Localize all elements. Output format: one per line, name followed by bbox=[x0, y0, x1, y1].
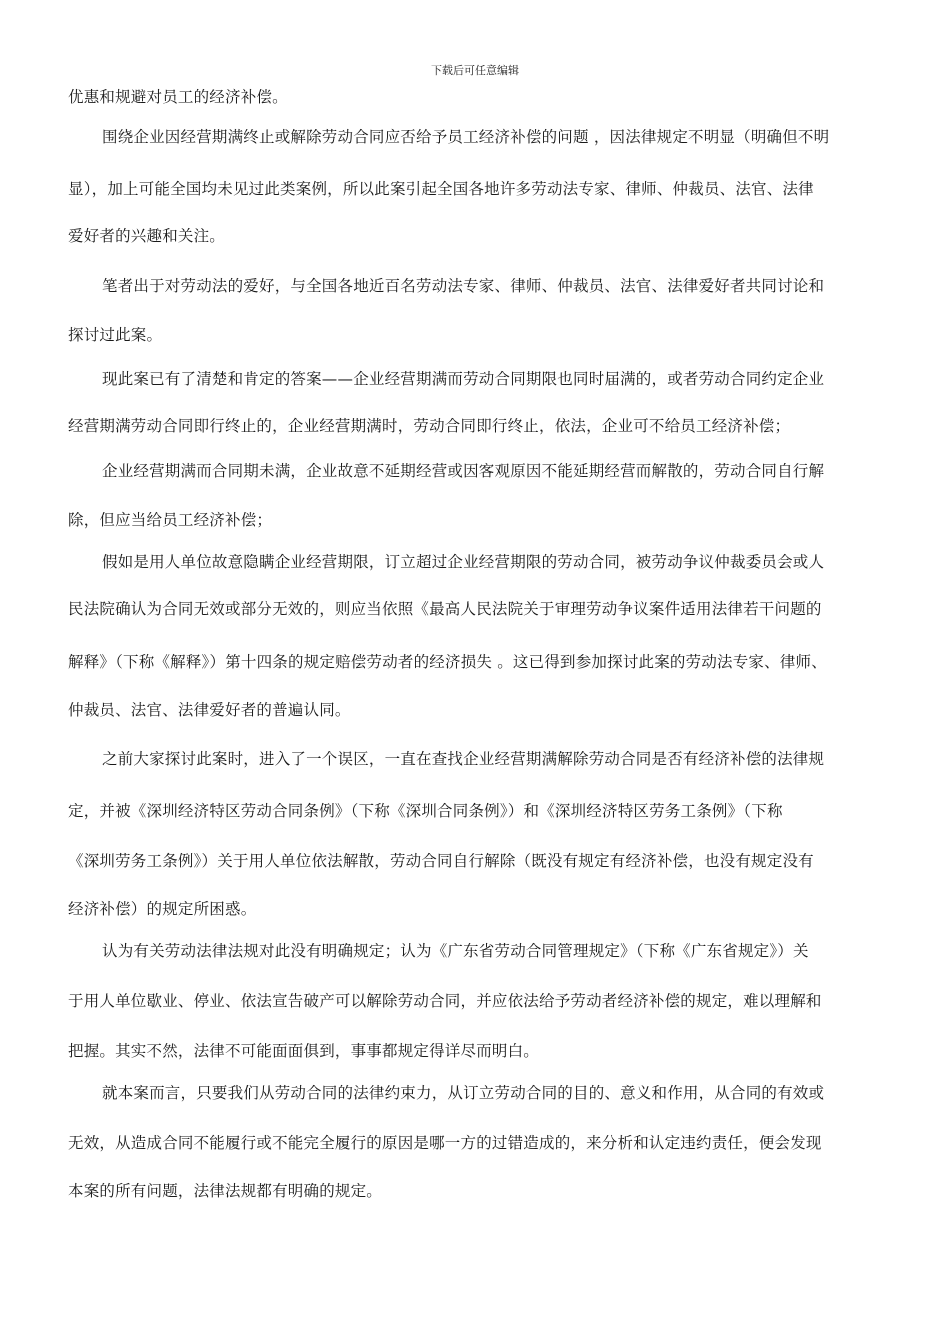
text-line: 探讨过此案。 bbox=[68, 326, 163, 344]
text-line: 认为有关劳动法律法规对此没有明确规定；认为《广东省劳动合同管理规定》（下称《广东省规定》）关 bbox=[102, 942, 809, 960]
text-line: 本案的所有问题，法律法规都有明确的规定。 bbox=[68, 1182, 383, 1200]
text-line: 定，并被《深圳经济特区劳动合同条例》（下称《深圳合同条例》）和《深圳经济特区劳务工条例》（下称 bbox=[68, 802, 783, 820]
text-line: 无效，从造成合同不能履行或不能完全履行的原因是哪一方的过错造成的，来分析和认定违约责任，便会发现 bbox=[68, 1134, 822, 1152]
text-line: 把握。其实不然，法律不可能面面俱到，事事都规定得详尽而明白。 bbox=[68, 1042, 540, 1060]
text-line: 爱好者的兴趣和关注。 bbox=[68, 227, 226, 245]
text-line: 假如是用人单位故意隐瞒企业经营期限，订立超过企业经营期限的劳动合同，被劳动争议仲裁委员会或人 bbox=[102, 553, 825, 571]
text-line: 优惠和规避对员工的经济补偿。 bbox=[68, 88, 288, 106]
text-line: 之前大家探讨此案时，进入了一个误区，一直在查找企业经营期满解除劳动合同是否有经济补偿的法律规 bbox=[102, 750, 825, 768]
text-line: 企业经营期满而合同期未满，企业故意不延期经营或因客观原因不能延期经营而解散的，劳动合同自行解 bbox=[102, 462, 825, 480]
text-line: 经济补偿）的规定所困惑。 bbox=[68, 900, 257, 918]
text-line: 显），加上可能全国均未见过此类案例，所以此案引起全国各地许多劳动法专家、律师、仲裁员、法官、法律 bbox=[68, 180, 814, 198]
text-line: 于用人单位歇业、停业、依法宣告破产可以解除劳动合同，并应依法给予劳动者经济补偿的规定，难以理解和 bbox=[68, 992, 822, 1010]
text-line: 《深圳劳务工条例》）关于用人单位依法解散，劳动合同自行解除（既没有规定有经济补偿，也没有规定没有 bbox=[68, 852, 814, 870]
text-line: 现此案已有了清楚和肯定的答案——企业经营期满而劳动合同期限也同时届满的，或者劳动合同约定企业 bbox=[102, 370, 825, 388]
text-line: 就本案而言，只要我们从劳动合同的法律约束力，从订立劳动合同的目的、意义和作用，从合同的有效或 bbox=[102, 1084, 825, 1102]
text-line: 仲裁员、法官、法律爱好者的普遍认同。 bbox=[68, 701, 351, 719]
text-line: 经营期满劳动合同即行终止的，企业经营期满时，劳动合同即行终止，依法，企业可不给员工经济补偿； bbox=[68, 417, 791, 435]
text-line: 民法院确认为合同无效或部分无效的，则应当依照《最高人民法院关于审理劳动争议案件适用法律若干问题的 bbox=[68, 600, 822, 618]
text-line: 围绕企业因经营期满终止或解除劳动合同应否给予员工经济补偿的问题 ，因法律规定不明显（明确但不明 bbox=[102, 128, 830, 146]
text-line: 笔者出于对劳动法的爱好，与全国各地近百名劳动法专家、律师、仲裁员、法官、法律爱好者共同讨论和 bbox=[102, 277, 825, 295]
text-line: 除，但应当给员工经济补偿； bbox=[68, 511, 273, 529]
text-line: 解释》（下称《解释》）第十四条的规定赔偿劳动者的经济损失 。这已得到参加探讨此案的劳动法专家、律师、 bbox=[68, 653, 827, 671]
page-header: 下载后可任意编辑 bbox=[431, 64, 519, 77]
